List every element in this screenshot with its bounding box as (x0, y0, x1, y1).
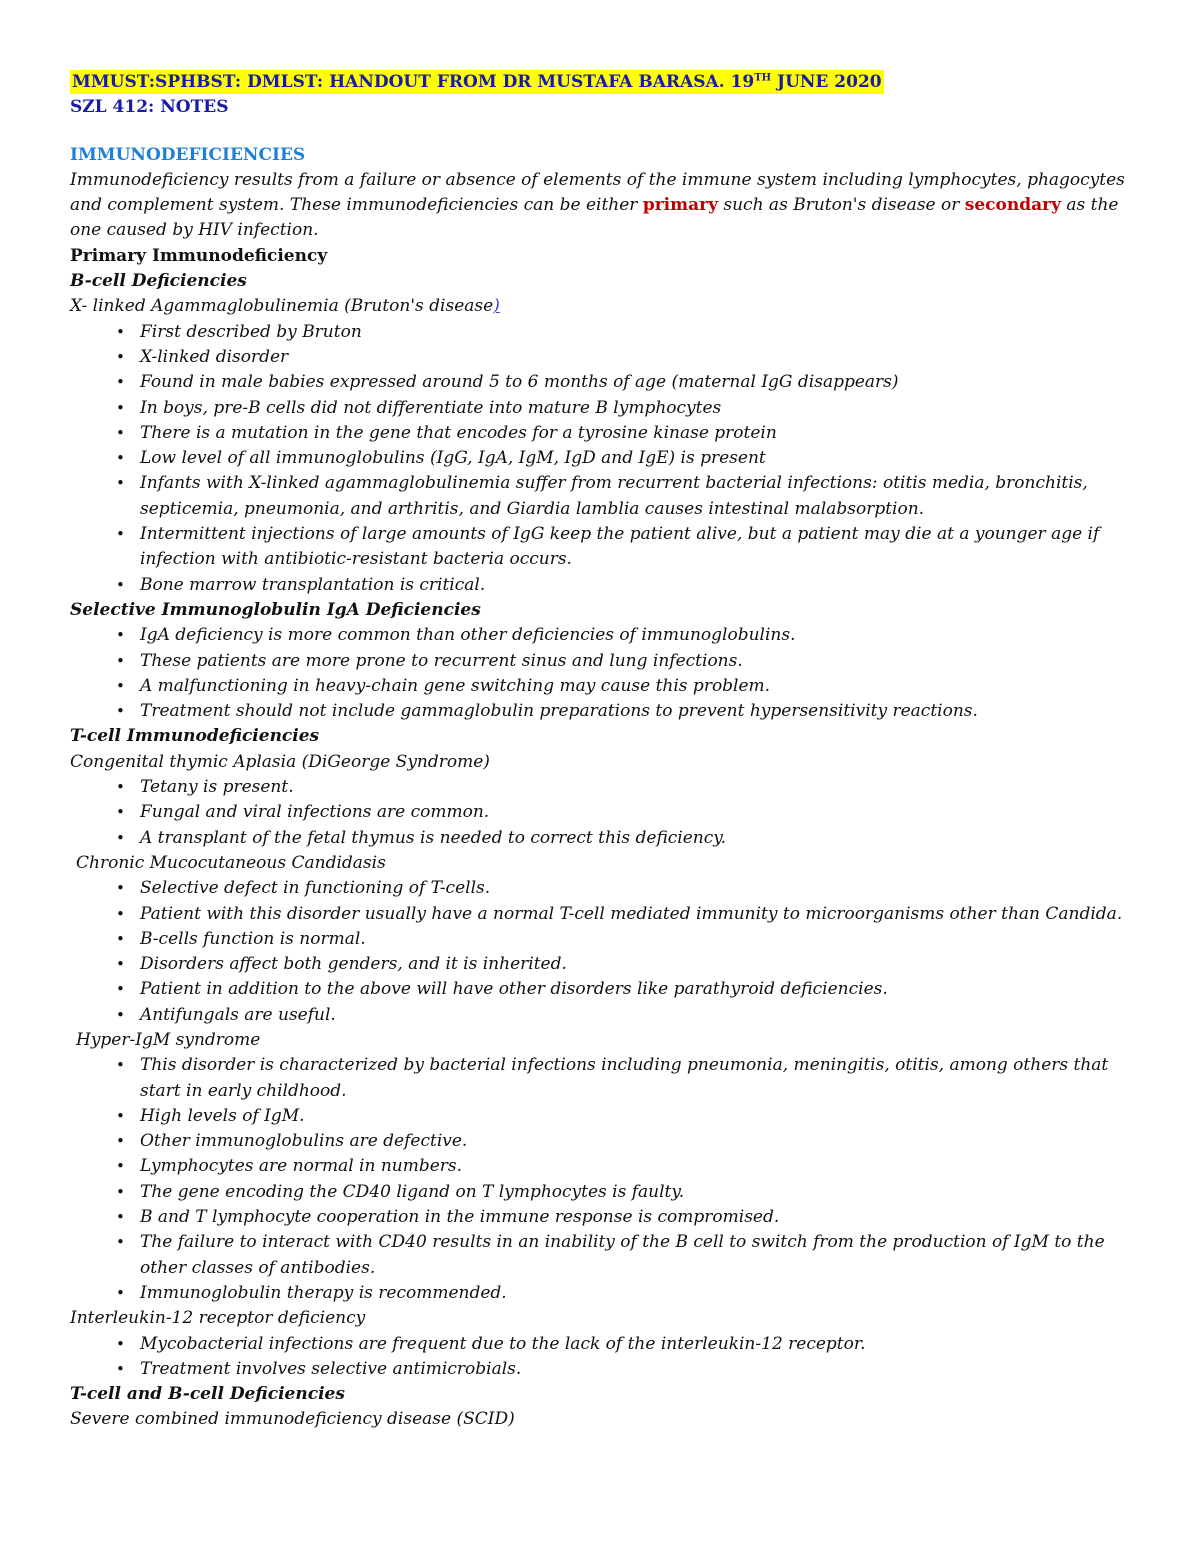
intro-text-3: as the one caused by HIV infection. (70, 195, 1119, 241)
bullet-icon: • (116, 879, 125, 898)
list-item-text: Other immunoglobulins are defective. (140, 1131, 468, 1152)
list-item-text: Low level of all immunoglobulins (IgG, IgA, IgM, IgD and IgE) is present (140, 448, 766, 469)
scid-title: Severe combined immunodeficiency disease (SCID) (70, 1409, 515, 1430)
bullet-icon: • (116, 626, 125, 645)
list-item-text: Intermittent injections of large amounts of IgG keep the patient alive, but a patient may die at a younger age if infection with antibiotic-resistant bacteria occurs. (140, 524, 1100, 570)
tcell-heading: T-cell Immunodeficiencies (70, 726, 320, 747)
il12-list (70, 1332, 1150, 1383)
list-item (70, 1053, 1150, 1104)
bullet-icon: • (116, 955, 125, 974)
list-item (70, 977, 1150, 1002)
xla-title (70, 294, 1150, 319)
list-item (70, 471, 1150, 522)
xla-list (70, 320, 1150, 598)
list-item-text: A transplant of the fetal thymus is needed to correct this deficiency. (140, 827, 727, 848)
cmc-title: Chronic Mucocutaneous Candidasis (76, 852, 386, 873)
bcell-heading: B-cell Deficiencies (70, 271, 247, 292)
list-item-text: In boys, pre-B cells did not differentiate into mature B lymphocytes (140, 397, 722, 418)
list-item-text: Patient with this disorder usually have a normal T-cell mediated immunity to microorganisms other than Candida. (140, 903, 1123, 924)
list-item (70, 775, 1150, 800)
title-superscript: TH (754, 72, 772, 84)
list-item (70, 446, 1150, 471)
list-item (70, 1357, 1150, 1382)
bullet-icon: • (116, 1182, 125, 1201)
list-item (70, 1129, 1150, 1154)
list-item (70, 927, 1150, 952)
bullet-icon: • (116, 322, 125, 341)
iga-heading: Selective Immunoglobulin IgA Deficiencies (70, 599, 481, 620)
bullet-icon: • (116, 1334, 125, 1353)
list-item (70, 1104, 1150, 1129)
list-item (70, 902, 1150, 927)
primary-immunodeficiency-heading: Primary Immunodeficiency (70, 245, 328, 266)
bullet-icon: • (116, 373, 125, 392)
bullet-icon: • (116, 1283, 125, 1302)
cmc-list (70, 876, 1150, 1028)
xla-title-paren: ) (493, 296, 500, 317)
list-item (70, 1154, 1150, 1179)
list-item (70, 952, 1150, 977)
list-item (70, 1205, 1150, 1230)
bullet-icon: • (116, 1157, 125, 1176)
list-item (70, 1332, 1150, 1357)
document-content (70, 70, 1150, 1433)
intro-text-2: such as Bruton's disease or (717, 195, 965, 216)
bullet-icon: • (116, 778, 125, 797)
bullet-icon: • (116, 1132, 125, 1151)
list-item (70, 1180, 1150, 1205)
bullet-icon: • (116, 1106, 125, 1125)
title-end: JUNE 2020 (771, 72, 882, 92)
list-item (70, 800, 1150, 825)
bullet-icon: • (116, 702, 125, 721)
xla-title-text: X- linked Agammaglobulinemia (Bruton's disease (70, 296, 494, 317)
list-item-text: IgA deficiency is more common than other deficiencies of immunoglobulins. (140, 625, 796, 646)
list-item-text: First described by Bruton (140, 321, 362, 342)
list-item (70, 396, 1150, 421)
list-item (70, 370, 1150, 395)
list-item-text: Infants with X-linked agammaglobulinemia suffer from recurrent bacterial infections: otitis media, bronchitis, septicemia, pneumonia, and arthritis, and Giardia lamblia causes intestinal malabsorption. (140, 473, 1088, 519)
bullet-icon: • (116, 651, 125, 670)
bullet-icon: • (116, 904, 125, 923)
list-item-text: These patients are more prone to recurrent sinus and lung infections. (140, 650, 743, 671)
secondary-keyword: secondary (964, 195, 1061, 216)
list-item (70, 522, 1150, 573)
digeorge-title: Congenital thymic Aplasia (DiGeorge Syndrome) (70, 751, 490, 772)
title-highlight (70, 70, 884, 94)
bullet-icon: • (116, 423, 125, 442)
list-item-text: B and T lymphocyte cooperation in the immune response is compromised. (140, 1207, 780, 1228)
bullet-icon: • (116, 449, 125, 468)
list-item (70, 421, 1150, 446)
list-item-text: Treatment should not include gammaglobulin preparations to prevent hypersensitivity reactions. (140, 701, 978, 722)
list-item (70, 345, 1150, 370)
list-item-text: Fungal and viral infections are common. (140, 802, 490, 823)
list-item (70, 320, 1150, 345)
list-item (70, 699, 1150, 724)
list-item-text: Tetany is present. (140, 777, 294, 798)
primary-keyword: primary (642, 195, 718, 216)
document-subtitle: SZL 412: NOTES (70, 97, 229, 118)
list-item (70, 674, 1150, 699)
list-item (70, 876, 1150, 901)
list-item (70, 1230, 1150, 1281)
bullet-icon: • (116, 929, 125, 948)
list-item-text: Treatment involves selective antimicrobials. (140, 1358, 522, 1379)
list-item (70, 1003, 1150, 1028)
list-item-text: Antifungals are useful. (140, 1004, 336, 1025)
list-item-text: Lymphocytes are normal in numbers. (140, 1156, 463, 1177)
bullet-icon: • (116, 1208, 125, 1227)
bullet-icon: • (116, 980, 125, 999)
list-item-text: High levels of IgM. (140, 1105, 305, 1126)
bullet-icon: • (116, 1359, 125, 1378)
list-item-text: Selective defect in functioning of T-cells. (140, 878, 491, 899)
intro-paragraph (70, 168, 1150, 244)
bullet-icon: • (116, 676, 125, 695)
hyper-igm-list (70, 1053, 1150, 1306)
digeorge-list (70, 775, 1150, 851)
list-item (70, 573, 1150, 598)
list-item-text: Immunoglobulin therapy is recommended. (140, 1282, 507, 1303)
bullet-icon: • (116, 828, 125, 847)
list-item-text: X-linked disorder (140, 346, 289, 367)
bullet-icon: • (116, 347, 125, 366)
list-item (70, 623, 1150, 648)
document-title (70, 70, 1150, 95)
list-item-text: Found in male babies expressed around 5 to 6 months of age (maternal IgG disappears) (140, 372, 899, 393)
title-main: MMUST:SPHBST: DMLST: HANDOUT FROM DR MUSTAFA BARASA. 19 (72, 72, 755, 92)
list-item-text: Patient in addition to the above will have other disorders like parathyroid deficiencies. (140, 979, 888, 1000)
intro-text-1: Immunodeficiency results from a failure or absence of elements of the immune system including lymphocytes, phagocytes and complement system. These immunodeficiencies can be either (70, 169, 1125, 216)
bullet-icon: • (116, 398, 125, 417)
list-item (70, 649, 1150, 674)
list-item-text: A malfunctioning in heavy-chain gene switching may cause this problem. (140, 675, 771, 696)
bullet-icon: • (116, 525, 125, 544)
bullet-icon: • (116, 474, 125, 493)
list-item-text: There is a mutation in the gene that encodes for a tyrosine kinase protein (140, 422, 777, 443)
bullet-icon: • (116, 1233, 125, 1252)
list-item-text: Bone marrow transplantation is critical. (140, 574, 486, 595)
bullet-icon: • (116, 1056, 125, 1075)
il12-title: Interleukin-12 receptor deficiency (70, 1308, 366, 1329)
tcell-bcell-heading: T-cell and B-cell Deficiencies (70, 1384, 345, 1405)
iga-list (70, 623, 1150, 724)
list-item (70, 826, 1150, 851)
list-item (70, 1281, 1150, 1306)
bullet-icon: • (116, 575, 125, 594)
list-item-text: This disorder is characterized by bacterial infections including pneumonia, meningitis, otitis, among others that start in early childhood. (140, 1055, 1109, 1101)
list-item-text: Disorders affect both genders, and it is inherited. (140, 954, 567, 975)
list-item-text: B-cells function is normal. (140, 928, 366, 949)
hyper-igm-title: Hyper-IgM syndrome (76, 1029, 261, 1050)
list-item-text: The failure to interact with CD40 results in an inability of the B cell to switch from the production of IgM to the other classes of antibodies. (140, 1232, 1105, 1278)
bullet-icon: • (116, 803, 125, 822)
list-item-text: The gene encoding the CD40 ligand on T lymphocytes is faulty. (140, 1181, 685, 1202)
bullet-icon: • (116, 1005, 125, 1024)
list-item-text: Mycobacterial infections are frequent due to the lack of the interleukin-12 receptor. (140, 1333, 866, 1354)
immunodeficiencies-heading: IMMUNODEFICIENCIES (70, 144, 306, 165)
